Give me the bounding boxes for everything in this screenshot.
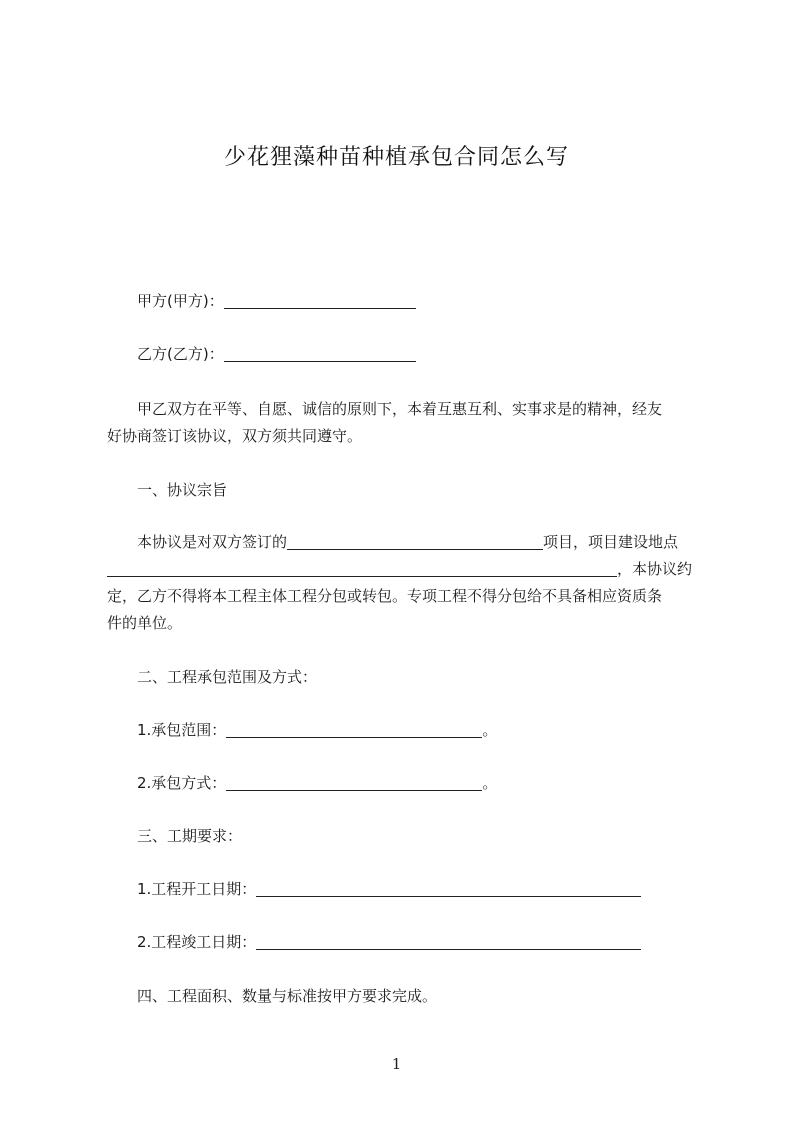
section1-heading: 一、协议宗旨 xyxy=(137,481,228,499)
finish-date-blank xyxy=(256,933,641,950)
party-b-label: 乙方(乙方)： xyxy=(137,345,224,363)
start-date-line xyxy=(107,876,737,903)
section1-line-4: 件的单位。 xyxy=(107,614,183,632)
section2-heading: 二、工程承包范围及方式： xyxy=(137,668,318,686)
section3-heading: 三、工期要求： xyxy=(137,827,243,845)
method-end: 。 xyxy=(482,774,498,792)
section1-line1-post: 项目，项目建设地点 xyxy=(543,533,679,551)
method-label: 2.承包方式： xyxy=(137,774,227,792)
page-number: 1 xyxy=(391,1055,402,1073)
section4-heading: 四、工程面积、数量与标准按甲方要求完成。 xyxy=(137,987,438,1005)
scope-blank xyxy=(226,721,482,738)
party-a-blank xyxy=(224,292,416,309)
method-line xyxy=(107,770,737,797)
finish-date-line xyxy=(107,929,737,956)
finish-date-label: 2.工程竣工日期： xyxy=(137,933,257,951)
scope-line xyxy=(107,717,737,744)
intro-line-1: 甲乙双方在平等、自愿、诚信的原则下，本着互惠互利、实事求是的精神，经友 xyxy=(137,400,663,418)
section1-line-2 xyxy=(107,556,707,583)
intro-line-2: 好协商签订该协议，双方须共同遵守。 xyxy=(107,427,363,445)
section1-line2-post: ，本协议约 xyxy=(617,560,693,578)
document-title: 少花狸藻种苗种植承包合同怎么写 xyxy=(223,145,569,170)
method-blank xyxy=(226,774,482,791)
scope-end: 。 xyxy=(482,721,498,739)
party-a-line xyxy=(107,288,737,315)
party-a-label: 甲方(甲方)： xyxy=(137,292,224,310)
scope-label: 1.承包范围： xyxy=(137,721,227,739)
section1-line1-pre: 本协议是对双方签订的 xyxy=(137,533,288,551)
section1-line-3: 定，乙方不得将本工程主体工程分包或转包。专项工程不得分包给不具备相应资质条 xyxy=(107,587,663,605)
project-location-blank xyxy=(107,560,617,577)
party-b-line xyxy=(107,341,737,368)
project-name-blank xyxy=(287,533,543,550)
section1-line-1 xyxy=(107,529,737,556)
party-b-blank xyxy=(224,345,416,362)
start-date-label: 1.工程开工日期： xyxy=(137,880,257,898)
start-date-blank xyxy=(256,880,641,897)
